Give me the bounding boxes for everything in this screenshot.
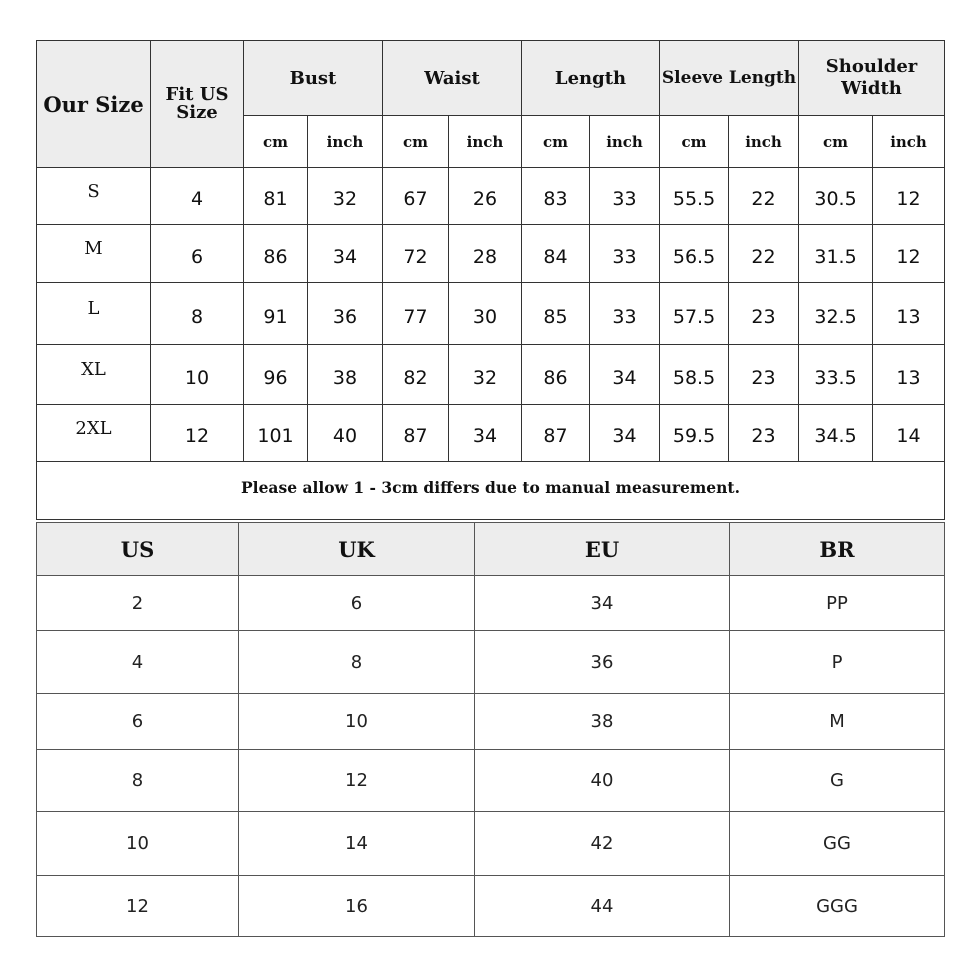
shoulder-line2: Width [841,78,902,99]
conversion-header-row [37,523,945,576]
conversion-cell: 12 [37,876,239,937]
measurement-cell: 38 [308,345,383,405]
fit-us-cell: 10 [151,345,244,405]
note-row [37,462,945,520]
conversion-cell: 8 [37,750,239,812]
measurement-cell: 87 [383,405,449,462]
us-header: US [37,523,239,576]
measurement-table [36,40,945,520]
measurement-cell: 91 [244,283,308,345]
measurement-cell: 56.5 [660,225,729,283]
our-size-cell: M [37,225,151,283]
conversion-cell: 14 [239,812,475,876]
measurement-cell: 40 [308,405,383,462]
our-size-cell: L [37,283,151,345]
measurement-cell: 30.5 [799,168,873,225]
conversion-row [37,694,945,750]
conversion-cell: 6 [37,694,239,750]
size-row [37,283,945,345]
measurement-cell: 22 [729,225,799,283]
conversion-cell: 6 [239,576,475,631]
uk-header: UK [239,523,475,576]
bust-header: Bust [244,41,383,116]
measurement-cell: 59.5 [660,405,729,462]
size-conversion-table [36,522,945,937]
measurement-cell: 58.5 [660,345,729,405]
sleeve-length-header: Sleeve Length [660,41,799,116]
measurement-cell: 33 [590,168,660,225]
conversion-cell: 38 [475,694,730,750]
conversion-cell: GG [730,812,945,876]
measurement-cell: 22 [729,168,799,225]
conversion-cell: 10 [239,694,475,750]
our-size-cell: XL [37,345,151,405]
conversion-cell: G [730,750,945,812]
fit-us-line2: Size [176,102,218,123]
fit-us-cell: 12 [151,405,244,462]
measurement-cell: 34 [590,405,660,462]
measurement-cell: 26 [449,168,522,225]
unit-cell: inch [873,116,945,168]
measurement-cell: 34.5 [799,405,873,462]
measurement-cell: 81 [244,168,308,225]
fit-us-size-header [151,41,244,168]
conversion-cell: 42 [475,812,730,876]
measurement-note: Please allow 1 - 3cm differs due to manual measurement. [37,462,945,520]
conversion-cell: 10 [37,812,239,876]
measurement-cell: 34 [449,405,522,462]
conversion-cell: PP [730,576,945,631]
measurement-cell: 31.5 [799,225,873,283]
conversion-row [37,812,945,876]
eu-header: EU [475,523,730,576]
measurement-cell: 72 [383,225,449,283]
conversion-cell: 44 [475,876,730,937]
conversion-cell: M [730,694,945,750]
measurement-cell: 57.5 [660,283,729,345]
fit-us-line1: Fit US [165,84,229,105]
measurement-cell: 23 [729,405,799,462]
measurement-cell: 23 [729,345,799,405]
size-row [37,168,945,225]
unit-cell: inch [308,116,383,168]
fit-us-cell: 4 [151,168,244,225]
fit-us-cell: 6 [151,225,244,283]
conversion-cell: 2 [37,576,239,631]
measurement-cell: 12 [873,225,945,283]
measurement-cell: 84 [522,225,590,283]
measurement-cell: 96 [244,345,308,405]
unit-cell: cm [660,116,729,168]
measurement-cell: 36 [308,283,383,345]
conversion-row [37,876,945,937]
measurement-cell: 86 [522,345,590,405]
measurement-cell: 67 [383,168,449,225]
measurement-cell: 28 [449,225,522,283]
measurement-cell: 83 [522,168,590,225]
measurement-cell: 101 [244,405,308,462]
measurement-cell: 13 [873,345,945,405]
unit-cell: cm [522,116,590,168]
unit-cell: cm [244,116,308,168]
size-row [37,225,945,283]
measurement-cell: 13 [873,283,945,345]
conversion-cell: 40 [475,750,730,812]
conversion-row [37,750,945,812]
size-row [37,345,945,405]
conversion-cell: GGG [730,876,945,937]
measurement-cell: 34 [308,225,383,283]
measurement-cell: 32.5 [799,283,873,345]
our-size-cell: S [37,168,151,225]
conversion-row [37,631,945,694]
measurement-cell: 14 [873,405,945,462]
conversion-cell: 16 [239,876,475,937]
conversion-cell: 4 [37,631,239,694]
measurement-cell: 12 [873,168,945,225]
measurement-cell: 23 [729,283,799,345]
br-header: BR [730,523,945,576]
measurement-cell: 30 [449,283,522,345]
measurement-cell: 33 [590,225,660,283]
measurement-cell: 85 [522,283,590,345]
measurement-cell: 86 [244,225,308,283]
conversion-cell: P [730,631,945,694]
measurement-cell: 32 [449,345,522,405]
unit-cell: inch [590,116,660,168]
length-header: Length [522,41,660,116]
measurement-cell: 55.5 [660,168,729,225]
fit-us-cell: 8 [151,283,244,345]
conversion-cell: 36 [475,631,730,694]
measurement-cell: 33 [590,283,660,345]
our-size-header: Our Size [37,41,151,168]
waist-header: Waist [383,41,522,116]
shoulder-line1: Shoulder [825,56,918,78]
size-row [37,405,945,462]
conversion-cell: 8 [239,631,475,694]
unit-cell: cm [383,116,449,168]
unit-cell: inch [449,116,522,168]
measurement-cell: 77 [383,283,449,345]
unit-cell: cm [799,116,873,168]
header-row [37,41,945,116]
conversion-cell: 12 [239,750,475,812]
measurement-cell: 87 [522,405,590,462]
measurement-cell: 33.5 [799,345,873,405]
conversion-row [37,576,945,631]
measurement-cell: 32 [308,168,383,225]
measurement-cell: 34 [590,345,660,405]
unit-cell: inch [729,116,799,168]
conversion-cell: 34 [475,576,730,631]
our-size-cell: 2XL [37,405,151,462]
measurement-cell: 82 [383,345,449,405]
shoulder-width-header [799,41,945,116]
